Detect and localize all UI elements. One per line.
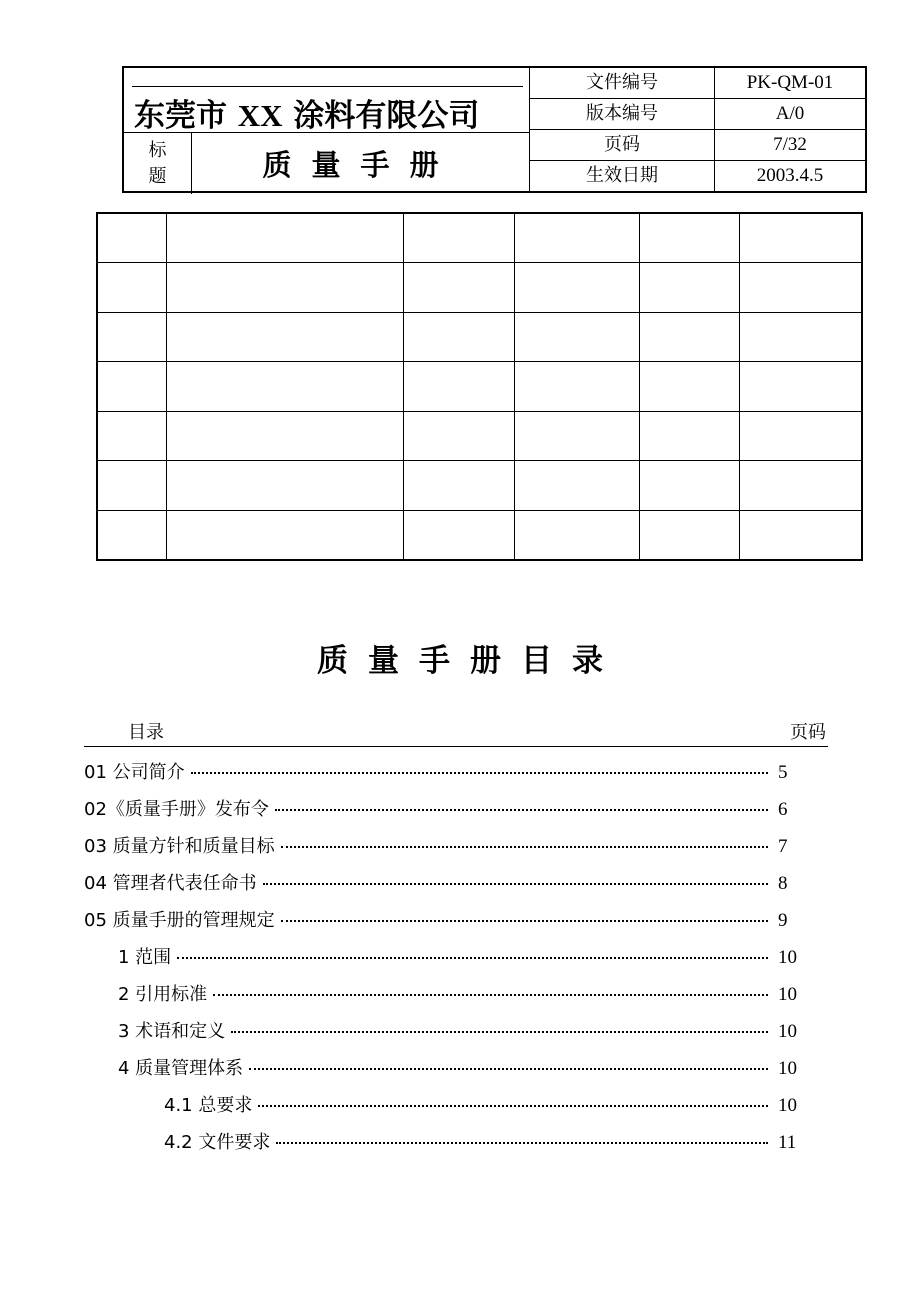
table-cell — [403, 263, 514, 312]
toc-entry-text: 03 质量方针和质量目标 — [84, 836, 275, 857]
toc-entry-page: 5 — [778, 762, 788, 783]
table-cell — [166, 213, 403, 263]
toc-entry-page: 8 — [778, 873, 788, 894]
toc-entry-page: 10 — [778, 947, 797, 968]
toc-entry-text: 05 质量手册的管理规定 — [84, 910, 275, 931]
field-row — [530, 130, 865, 161]
field-key: 生效日期 — [530, 161, 715, 191]
toc-entry[interactable] — [84, 980, 804, 1017]
toc-entry[interactable] — [84, 1054, 804, 1091]
toc-leader-dots — [258, 1105, 768, 1107]
table-cell — [639, 213, 739, 263]
table-cell — [97, 362, 166, 411]
table-cell — [639, 263, 739, 312]
toc-entry[interactable] — [84, 758, 804, 795]
toc-entry-page: 10 — [778, 984, 797, 1005]
table-cell — [639, 362, 739, 411]
table-row — [97, 263, 862, 312]
toc-entry-text: 02《质量手册》发布令 — [84, 799, 269, 820]
table-cell — [639, 510, 739, 560]
table-cell — [514, 213, 639, 263]
toc-header — [84, 718, 828, 747]
table-cell — [514, 263, 639, 312]
table-row — [97, 362, 862, 411]
title-label-line2: 题 — [148, 165, 167, 187]
toc-leader-dots — [249, 1068, 768, 1070]
table-cell — [97, 263, 166, 312]
table-cell — [166, 312, 403, 361]
title-label — [124, 133, 192, 194]
toc-leader-dots — [281, 920, 768, 922]
toc-entry-page: 11 — [778, 1132, 797, 1153]
toc-leader-dots — [177, 957, 768, 959]
table-cell — [739, 411, 862, 460]
table-cell — [739, 213, 862, 263]
table-cell — [514, 510, 639, 560]
table-cell — [97, 213, 166, 263]
toc-entry[interactable] — [84, 906, 804, 943]
table-row — [97, 461, 862, 510]
toc-entry-page: 6 — [778, 799, 788, 820]
toc-leader-dots — [263, 883, 768, 885]
table-cell — [97, 461, 166, 510]
toc-list — [84, 758, 804, 1165]
company-name — [134, 90, 479, 135]
toc-entry[interactable] — [84, 1128, 804, 1165]
field-row — [530, 161, 865, 191]
table-cell — [166, 263, 403, 312]
toc-entry[interactable] — [84, 943, 804, 980]
company-rule — [132, 86, 523, 87]
document-title: 质量手册 — [262, 148, 459, 182]
toc-leader-dots — [275, 809, 768, 811]
table-cell — [403, 510, 514, 560]
table-cell — [739, 510, 862, 560]
toc-leader-dots — [276, 1142, 768, 1144]
table-cell — [166, 461, 403, 510]
table-row — [97, 312, 862, 361]
field-key: 页码 — [530, 130, 715, 160]
table-cell — [166, 411, 403, 460]
toc-entry-text: 01 公司简介 — [84, 762, 185, 783]
field-value: PK-QM-01 — [746, 72, 834, 93]
table-cell — [739, 362, 862, 411]
field-row — [530, 68, 865, 99]
title-row — [124, 132, 529, 194]
toc-entry-page: 10 — [778, 1058, 797, 1079]
table-cell — [97, 510, 166, 560]
toc-entry-text: 4 质量管理体系 — [118, 1058, 244, 1079]
toc-entry-page: 10 — [778, 1021, 797, 1042]
toc-leader-dots — [213, 994, 768, 996]
revision-table — [96, 212, 863, 561]
toc-col-right: 页码 — [790, 722, 826, 743]
toc-leader-dots — [281, 846, 768, 848]
toc-entry-text: 2 引用标准 — [118, 984, 208, 1005]
table-row — [97, 510, 862, 560]
table-cell — [739, 312, 862, 361]
table-cell — [739, 263, 862, 312]
toc-entry-text: 1 范围 — [118, 947, 172, 968]
toc-entry-page: 9 — [778, 910, 788, 931]
header-fields — [530, 68, 865, 191]
table-cell — [403, 411, 514, 460]
company-suffix: 涂料有限公司 — [293, 98, 480, 134]
company-latin: XX — [237, 98, 283, 133]
table-cell — [97, 411, 166, 460]
field-value: 2003.4.5 — [756, 165, 824, 186]
table-cell — [403, 461, 514, 510]
table-cell — [639, 461, 739, 510]
toc-entry-text: 3 术语和定义 — [118, 1021, 226, 1042]
toc-entry-text: 4.2 文件要求 — [164, 1132, 271, 1153]
toc-title: 质量手册目录 — [317, 643, 623, 679]
table-cell — [403, 362, 514, 411]
field-key: 文件编号 — [530, 68, 715, 98]
toc-entry-page: 10 — [778, 1095, 797, 1116]
toc-leader-dots — [231, 1031, 768, 1033]
table-cell — [97, 312, 166, 361]
field-key: 版本编号 — [530, 99, 715, 129]
toc-entry-text: 4.1 总要求 — [164, 1095, 253, 1116]
toc-entry[interactable] — [84, 869, 804, 906]
table-cell — [514, 362, 639, 411]
table-cell — [166, 510, 403, 560]
toc-col-left: 目录 — [128, 722, 164, 743]
field-value: A/0 — [775, 103, 805, 124]
company-prefix: 东莞市 — [134, 98, 227, 134]
table-cell — [739, 461, 862, 510]
table-cell — [514, 312, 639, 361]
table-row — [97, 213, 862, 263]
document-header — [122, 66, 867, 193]
toc-entry-page: 7 — [778, 836, 788, 857]
field-value: 7/32 — [773, 134, 807, 155]
toc-entry[interactable] — [84, 1017, 804, 1054]
table-cell — [514, 461, 639, 510]
toc-entry[interactable] — [84, 1091, 804, 1128]
title-label-line1: 标 — [148, 139, 167, 161]
table-cell — [403, 213, 514, 263]
table-cell — [166, 362, 403, 411]
header-left — [124, 68, 530, 191]
toc-entry[interactable] — [84, 832, 804, 869]
table-cell — [403, 312, 514, 361]
table-cell — [639, 411, 739, 460]
toc-entry[interactable] — [84, 795, 804, 832]
field-row — [530, 99, 865, 130]
table-cell — [639, 312, 739, 361]
table-row — [97, 411, 862, 460]
table-cell — [514, 411, 639, 460]
toc-leader-dots — [191, 772, 768, 774]
toc-entry-text: 04 管理者代表任命书 — [84, 873, 257, 894]
